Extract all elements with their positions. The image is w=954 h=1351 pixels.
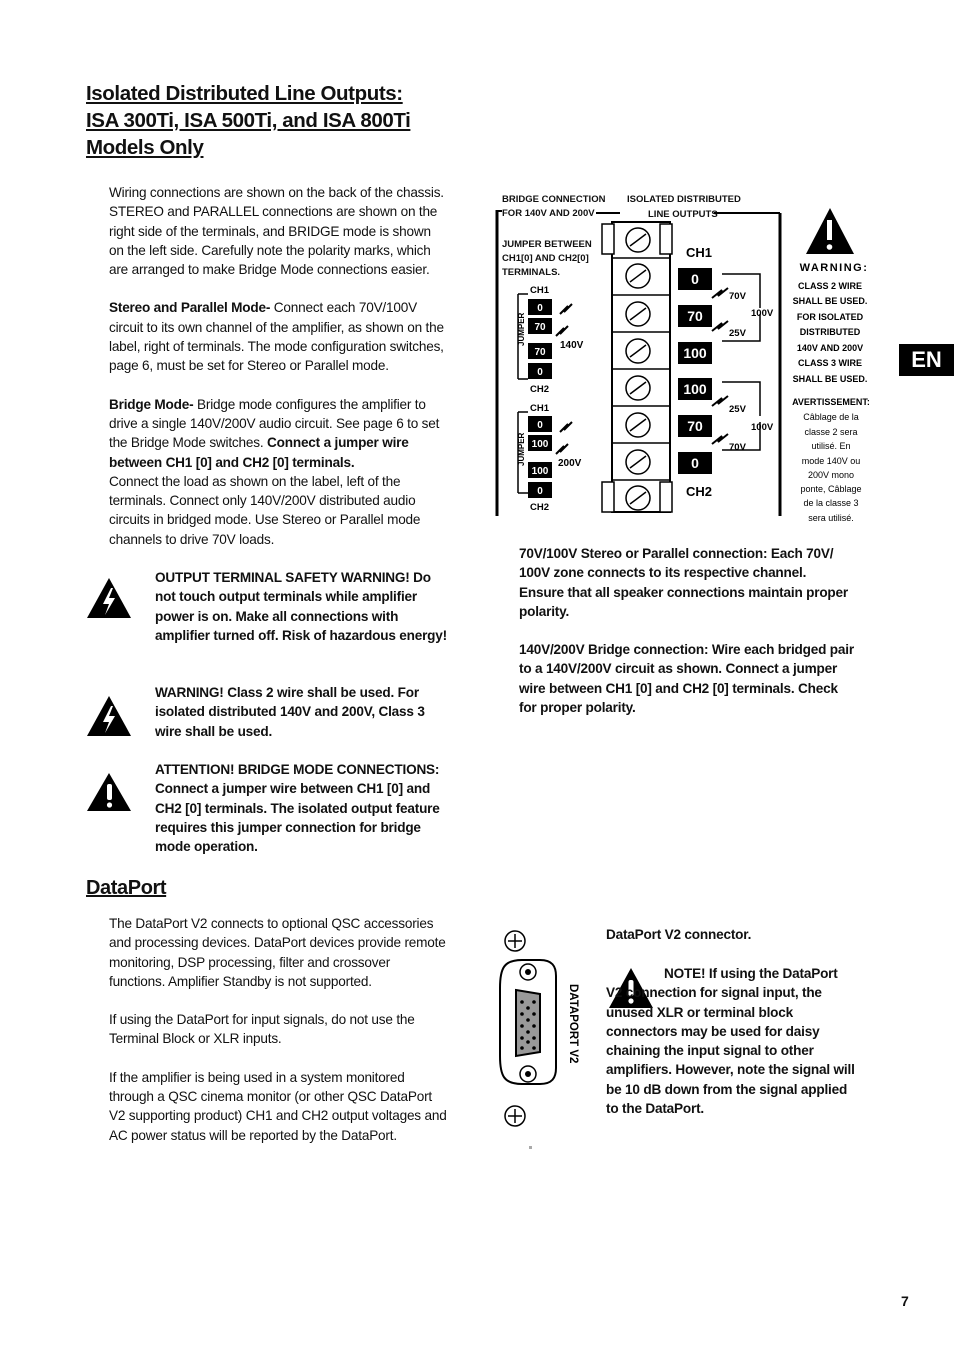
dsub-connector-icon [500, 960, 556, 1084]
terminal-3: 100 [683, 381, 707, 397]
small-ch1-a: CH1 [530, 285, 550, 296]
section-title [86, 80, 466, 161]
intro-paragraph: Wiring connections are shown on the back of the chassis. STEREO and PARALLEL connections are shown on the right side of the terminals, and BRIDGE mode is shown on the left side. Carefully note the polarity marks, which are arranged to make Bridge Mode connections easier. [109, 185, 444, 278]
stereo-text: Connect each 70V/100V circuit to its own channel of the amplifier, as shown on the label, right of terminals. The mode configuration switches, page 6, must be set for Stereo or Parallel mode. [109, 300, 444, 374]
v70-top: 70V [729, 291, 746, 302]
stereo-paragraph [109, 298, 449, 375]
high-voltage-warning-icon-2 [85, 694, 133, 738]
small-term-a-0: 0 [537, 303, 543, 314]
section-body [109, 183, 449, 568]
ch2-label: CH2 [686, 484, 713, 499]
bridge-note: 140V/200V Bridge connection: Wire each bridged pair to a 140V/200V circuit as shown. Connect a jumper wire between CH1 [0] and CH2 [0] terminals. Check for proper polarity. [519, 642, 854, 716]
terminal-strip [602, 222, 712, 512]
avert-line-0: Câblage de la [803, 412, 859, 422]
avert-line-7: sera utilisé. [808, 513, 854, 523]
jumper-label-3: TERMINALS. [502, 267, 561, 278]
small-ch2-b: CH2 [530, 502, 550, 513]
avert-title: AVERTISSEMENT: [792, 397, 870, 407]
dataport-connector-diagram [494, 928, 594, 1158]
terminal-2: 100 [683, 345, 707, 361]
v100-bottom: 100V [751, 422, 774, 433]
small-term-a-2: 70 [534, 347, 546, 358]
terminal-0: 0 [691, 271, 699, 287]
page-number: 7 [901, 1293, 909, 1309]
v70-bottom: 70V [729, 442, 746, 453]
small-term-a-1: 70 [534, 322, 546, 333]
isolated-output-wiring-diagram [490, 186, 890, 526]
terminal-1: 70 [687, 308, 703, 324]
warn-line-0: CLASS 2 WIRE [797, 281, 863, 291]
bridge-paragraph [109, 395, 449, 472]
bridge-paragraph-2: Connect the load as shown on the label, left of the terminals. Connect only 140V/200V distributed audio circuits in bridged mode. Use Stereo or Parallel mode channels to drive 70V loads. [109, 473, 421, 547]
dataport-caption: DataPort V2 connector. [606, 927, 752, 942]
bridge-jumper-ch1-bottom [517, 403, 582, 513]
small-term-b-0: 0 [537, 420, 543, 431]
small-term-b-2: 100 [531, 466, 549, 477]
v25-top: 25V [729, 328, 746, 339]
avert-line-4: 200V mono [807, 470, 855, 480]
warning-bridge-mode: ATTENTION! BRIDGE MODE CONNECTIONS: Connect a jumper wire between CH1 [0] and CH2 [0] terminals. The isolated output feature requires this jumper connection for bridge mode operation. [155, 762, 440, 855]
avert-line-2: utilisé. En [811, 441, 851, 451]
bridge-label-1: BRIDGE CONNECTION [502, 194, 606, 205]
title-line-1: Isolated Distributed Line Outputs: [86, 82, 403, 105]
v100-top: 100V [751, 308, 774, 319]
dataport-p2: If using the DataPort for input signals, do not use the Terminal Block or XLR inputs. [109, 1012, 415, 1047]
warn-line-1: SHALL BE USED. [792, 296, 868, 306]
dataport-connector-label: DATAPORT V2 [567, 984, 579, 1064]
dataport-title: DataPort [86, 877, 167, 899]
diagram-warning-title: WARNING: [799, 262, 869, 274]
jumper-label-2: CH1[0] AND CH2[0] [502, 253, 589, 264]
dataport-p3: If the amplifier is being used in a system monitored through a QSC cinema monitor (or other QSC DataPort V2 supporting product) CH1 and CH2 output voltages and AC power status will be reported by the DataPort. [109, 1069, 447, 1143]
ch1-label: CH1 [686, 245, 713, 260]
terminal-4: 70 [687, 418, 703, 434]
bridge-label-2: FOR 140V AND 200V [502, 208, 595, 219]
small-ch1-b: CH1 [530, 403, 550, 414]
small-ch2-a: CH2 [530, 384, 550, 395]
small-term-a-3: 0 [537, 367, 543, 378]
stereo-note: 70V/100V Stereo or Parallel connection: Each 70V/ 100V zone connects to its respective channel. Ensure that all speaker connections maintain proper polarity. [519, 546, 848, 619]
warn-line-2: FOR ISOLATED [796, 312, 864, 322]
v200-label: 200V [558, 458, 582, 469]
avert-line-5: ponte, Câblage [800, 484, 862, 494]
jumper-text-a: JUMPER [517, 312, 526, 346]
avert-line-3: mode 140V ou [801, 456, 861, 466]
screw-top-icon [505, 931, 525, 951]
language-tab: EN [899, 344, 954, 376]
terminal-5: 0 [691, 455, 699, 471]
bridge-jumper-ch1-top [517, 285, 584, 395]
v25-bottom: 25V [729, 404, 746, 415]
warn-line-6: SHALL BE USED. [792, 374, 868, 384]
caution-exclamation-icon [85, 771, 133, 813]
warning-class-wire: WARNING! Class 2 wire shall be used. For isolated distributed 140V and 200V, Class 3 wire shall be used. [155, 685, 425, 739]
screw-bottom-icon [505, 1106, 525, 1126]
isolated-label-2: LINE OUTPUTS [648, 209, 718, 220]
avert-line-1: classe 2 sera [804, 427, 858, 437]
jumper-text-b: JUMPER [517, 432, 526, 466]
small-term-b-3: 0 [537, 486, 543, 497]
wiring-notes [519, 544, 854, 736]
bridge-bold: Connect a jumper wire between CH1 [0] and CH2 [0] terminals. [109, 435, 409, 470]
warn-line-5: CLASS 3 WIRE [797, 358, 863, 368]
title-line-2: ISA 300Ti, ISA 500Ti, and ISA 800Ti [86, 109, 411, 132]
bridge-text: Bridge mode configures the amplifier to drive a single 140V/200V audio circuit. See page 6 to set the Bridge Mode switches. [109, 396, 440, 451]
bridge-heading: Bridge Mode- [109, 396, 194, 412]
warn-line-4: 140V AND 200V [796, 343, 864, 353]
dataport-p1: The DataPort V2 connects to optional QSC accessories and processing devices. DataPort devices provide remote monitoring, DSP processing, filter and crossover functions. Amplifier Standby is not supported. [109, 916, 446, 989]
high-voltage-warning-icon [85, 576, 133, 620]
warning-terminal-safety: OUTPUT TERMINAL SAFETY WARNING! Do not touch output terminals while amplifier power is on. Make all connections with amplifier turned off. Risk of hazardous energy! [155, 570, 447, 643]
small-term-b-1: 100 [531, 439, 549, 450]
avert-line-6: de la classe 3 [803, 498, 859, 508]
isolated-label-1: ISOLATED DISTRIBUTED [627, 194, 741, 205]
dataport-body [109, 914, 449, 1164]
stereo-heading: Stereo and Parallel Mode- [109, 300, 271, 316]
title-line-3: Models Only [86, 136, 204, 159]
jumper-label-1: JUMPER BETWEEN [502, 239, 592, 250]
warn-line-3: DISTRIBUTED [799, 327, 861, 337]
v140-label: 140V [560, 340, 584, 351]
dataport-note: NOTE! If using the DataPort V2 connection for signal input, the unused XLR or terminal block connectors may be used for daisy chaining the input signal to other amplifiers. However, note the signal will be 10 dB down from the signal applied to the DataPort. [606, 966, 855, 1117]
